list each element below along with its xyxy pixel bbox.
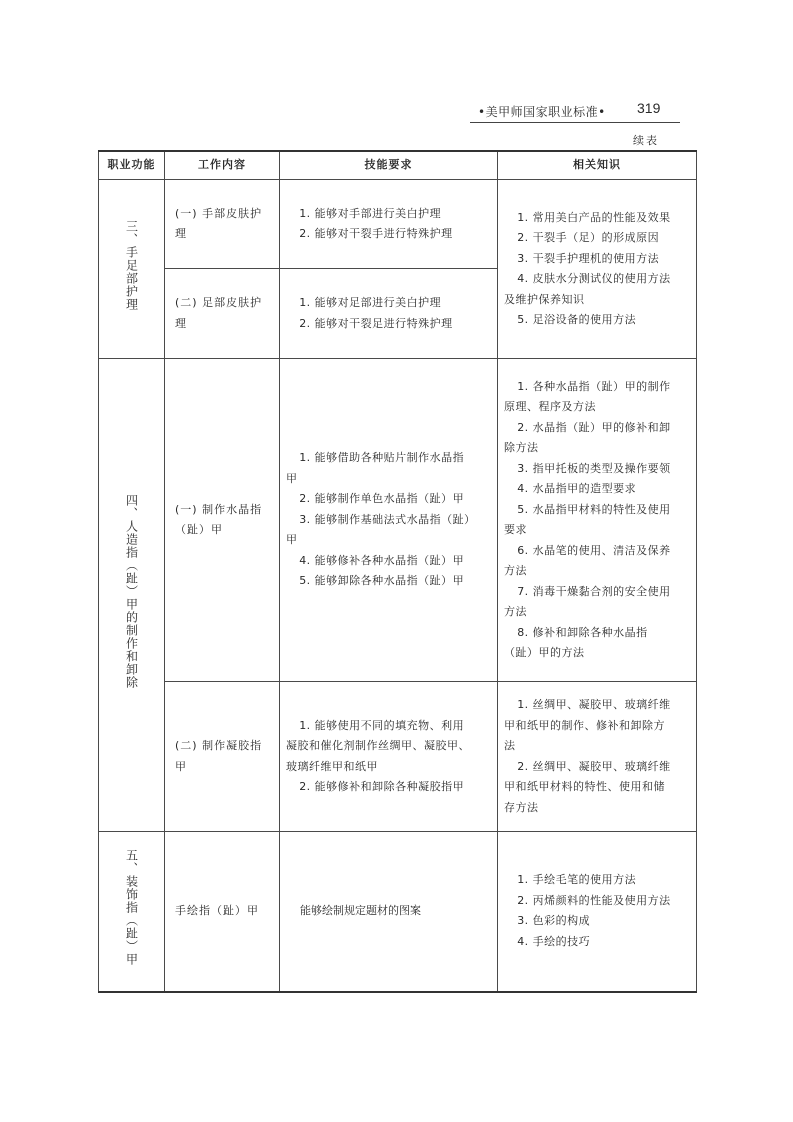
skill-line: 2. 能够修补和卸除各种凝胶指甲 bbox=[299, 780, 465, 793]
function-cell bbox=[99, 359, 165, 832]
skill-line: 2. 能够对干裂足进行特殊护理 bbox=[299, 316, 453, 330]
skill-line: 1. 能够借助各种贴片制作水晶指 bbox=[299, 451, 465, 465]
content-cell: (一) 制作水晶指（趾）甲 bbox=[165, 359, 280, 682]
skill-cell bbox=[280, 269, 498, 359]
knowledge-line: 要求 bbox=[504, 523, 527, 536]
knowledge-cell bbox=[498, 180, 697, 359]
skill-line: 3. 能够制作基础法式水晶指（趾） bbox=[299, 512, 476, 526]
skill-line: 4. 能够修补各种水晶指（趾）甲 bbox=[299, 553, 465, 567]
knowledge-line: 2. 水晶指（趾）甲的修补和卸 bbox=[517, 420, 671, 434]
skill-line: 2. 能够对干裂手进行特殊护理 bbox=[299, 227, 453, 240]
column-header-content: 工作内容 bbox=[165, 151, 280, 180]
skill-cell: 能够绘制规定题材的图案 bbox=[280, 832, 498, 992]
knowledge-line: 2. 干裂手（足）的形成原因 bbox=[517, 231, 660, 244]
knowledge-line: 4. 水晶指甲的造型要求 bbox=[517, 482, 637, 495]
skill-line: 甲 bbox=[286, 533, 298, 547]
knowledge-line: 6. 水晶笔的使用、清洁及保养 bbox=[517, 543, 671, 557]
function-label: 四、人造指（趾）甲的制作和卸除 bbox=[124, 493, 139, 689]
skill-line: 甲 bbox=[286, 471, 298, 485]
knowledge-line: 1. 手绘毛笔的使用方法 bbox=[517, 873, 637, 887]
skill-line: 1. 能够对手部进行美白护理 bbox=[299, 206, 442, 220]
skill-cell bbox=[280, 682, 498, 832]
running-header bbox=[470, 100, 680, 122]
skill-line: 5. 能够卸除各种水晶指（趾）甲 bbox=[299, 574, 465, 588]
skill-line: 凝胶和催化剂制作丝绸甲、凝胶甲、 bbox=[286, 739, 470, 752]
knowledge-line: 3. 干裂手护理机的使用方法 bbox=[517, 251, 660, 265]
knowledge-cell bbox=[498, 359, 697, 682]
knowledge-line: 3. 指甲托板的类型及操作要领 bbox=[517, 461, 671, 475]
skill-cell bbox=[280, 180, 498, 269]
content-cell: (二) 足部皮肤护理 bbox=[165, 269, 280, 359]
knowledge-line: 1. 常用美白产品的性能及效果 bbox=[517, 210, 671, 224]
knowledge-cell bbox=[498, 682, 697, 832]
knowledge-line: 除方法 bbox=[504, 441, 539, 454]
skill-line: 1. 能够使用不同的填充物、利用 bbox=[299, 718, 465, 732]
knowledge-line: 7. 消毒干燥黏合剂的安全使用 bbox=[517, 584, 671, 598]
content-cell: 手绘指（趾）甲 bbox=[165, 832, 280, 992]
knowledge-line: 1. 丝绸甲、凝胶甲、玻璃纤维 bbox=[517, 698, 671, 711]
function-label: 三、手足部护理 bbox=[124, 219, 139, 311]
running-title: •美甲师国家职业标准• bbox=[478, 105, 606, 119]
knowledge-line: （趾）甲的方法 bbox=[504, 646, 585, 659]
skill-line: 1. 能够对足部进行美白护理 bbox=[299, 296, 442, 309]
knowledge-line: 2. 丝绸甲、凝胶甲、玻璃纤维 bbox=[517, 759, 671, 773]
knowledge-line: 5. 水晶指甲材料的特性及使用 bbox=[517, 502, 671, 516]
knowledge-line: 法 bbox=[504, 739, 516, 752]
knowledge-line: 1. 各种水晶指（趾）甲的制作 bbox=[517, 379, 671, 393]
content-cell: (二) 制作凝胶指甲 bbox=[165, 682, 280, 832]
column-header-skills: 技能要求 bbox=[280, 151, 498, 180]
knowledge-line: 及维护保养知识 bbox=[504, 292, 585, 306]
function-cell bbox=[99, 832, 165, 992]
table-header-row bbox=[99, 151, 697, 180]
header-rule bbox=[470, 122, 680, 123]
standards-table bbox=[98, 150, 697, 993]
knowledge-line: 甲和纸甲材料的特性、使用和储 bbox=[504, 780, 665, 793]
page-number: 319 bbox=[637, 100, 661, 116]
knowledge-line: 原理、程序及方法 bbox=[504, 400, 596, 413]
function-cell bbox=[99, 180, 165, 359]
content-cell: (一) 手部皮肤护理 bbox=[165, 180, 280, 269]
table-row bbox=[99, 832, 697, 992]
table-row bbox=[99, 682, 697, 832]
column-header-knowledge: 相关知识 bbox=[498, 151, 697, 180]
knowledge-line: 2. 丙烯颜料的性能及使用方法 bbox=[517, 893, 671, 907]
column-header-function: 职业功能 bbox=[99, 151, 165, 180]
knowledge-line: 3. 色彩的构成 bbox=[517, 914, 591, 928]
knowledge-line: 方法 bbox=[504, 564, 527, 577]
continued-label: 续表 bbox=[633, 134, 659, 147]
knowledge-line: 8. 修补和卸除各种水晶指 bbox=[517, 625, 648, 639]
knowledge-line: 5. 足浴设备的使用方法 bbox=[517, 313, 637, 326]
skill-cell bbox=[280, 359, 498, 682]
skill-line: 玻璃纤维甲和纸甲 bbox=[286, 759, 378, 773]
knowledge-line: 4. 皮肤水分测试仪的使用方法 bbox=[517, 272, 671, 285]
knowledge-line: 4. 手绘的技巧 bbox=[517, 934, 591, 948]
table-row bbox=[99, 180, 697, 269]
knowledge-line: 存方法 bbox=[504, 800, 539, 814]
table-row bbox=[99, 359, 697, 682]
knowledge-line: 方法 bbox=[504, 605, 527, 618]
knowledge-line: 甲和纸甲的制作、修补和卸除方 bbox=[504, 718, 665, 732]
function-label: 五、装饰指（趾）甲 bbox=[124, 849, 139, 966]
knowledge-cell bbox=[498, 832, 697, 992]
skill-line: 2. 能够制作单色水晶指（趾）甲 bbox=[299, 492, 465, 506]
